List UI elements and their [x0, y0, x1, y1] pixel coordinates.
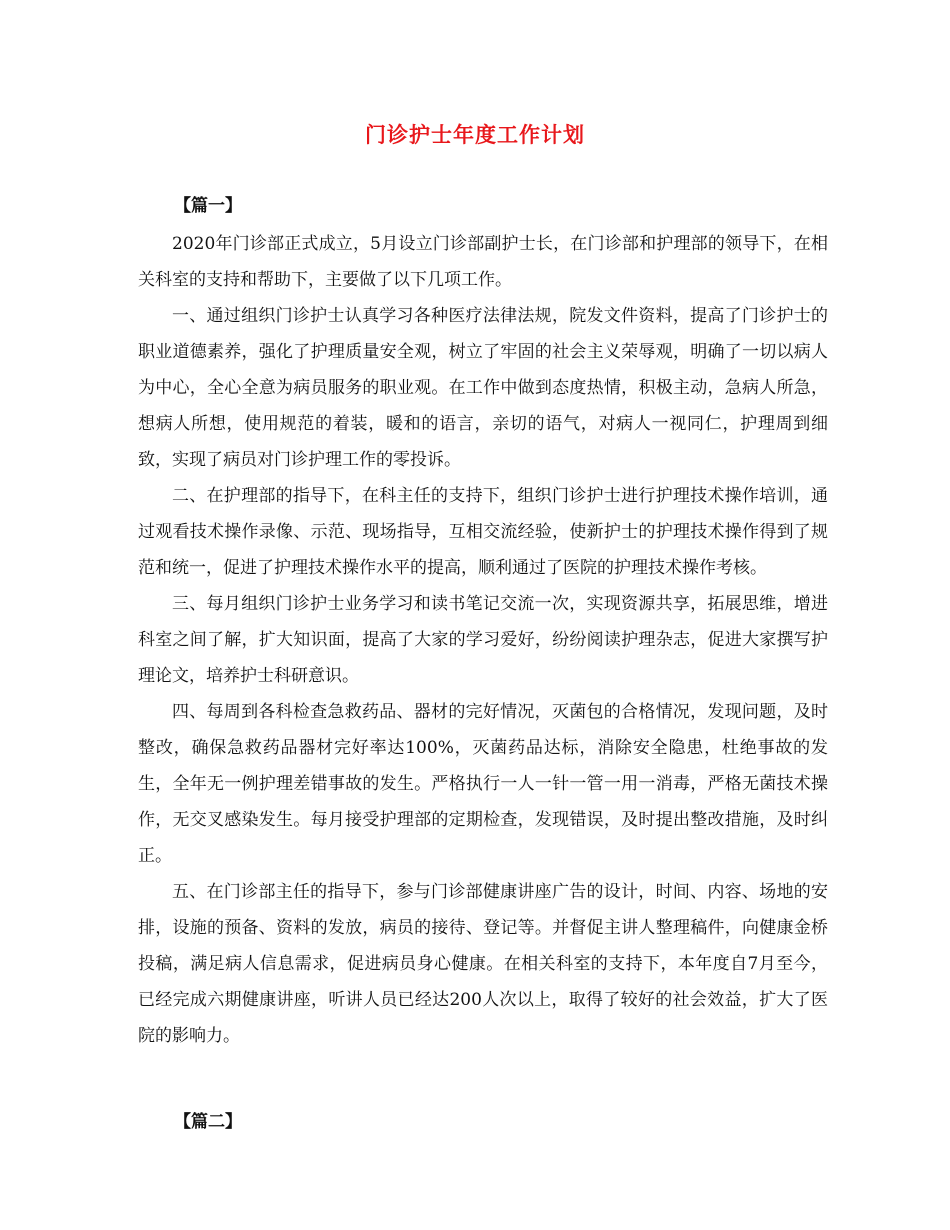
- paragraph-item-two: 二、在护理部的指导下，在科主任的支持下，组织门诊护士进行护理技术操作培训，通过观看技术操作录像、示范、现场指导，互相交流经验，使新护士的护理技术操作得到了规范和统一，促进了护理技术操作水平的提高，顺利通过了医院的护理技术操作考核。: [138, 486, 828, 578]
- paragraph-item-four: 四、每周到各科检查急救药品、器材的完好情况，灭菌包的合格情况，发现问题，及时整改，确保急救药品器材完好率达100%，灭菌药品达标，消除安全隐患，杜绝事故的发生，全年无一例护理差错事故的发生。严格执行一人一针一管一用一消毒，严格无菌技术操作，无交叉感染发生。每月接受护理部的定期检查，发现错误，及时提出整改措施，及时纠正。: [138, 702, 828, 866]
- section-label-part-two: 【篇二】: [174, 1112, 242, 1132]
- paragraph-item-one: 一、通过组织门诊护士认真学习各种医疗法律法规，院发文件资料，提高了门诊护士的职业道德素养，强化了护理质量安全观，树立了牢固的社会主义荣辱观，明确了一切以病人为中心，全心全意为病员服务的职业观。在工作中做到态度热情，积极主动，急病人所急，想病人所想，使用规范的着装，暖和的语言，亲切的语气，对病人一视同仁，护理周到细致，实现了病员对门诊护理工作的零投诉。: [138, 306, 828, 470]
- paragraph-item-five: 五、在门诊部主任的指导下，参与门诊部健康讲座广告的设计，时间、内容、场地的安排，设施的预备、资料的发放，病员的接待、登记等。并督促主讲人整理稿件，向健康金桥投稿，满足病人信息需求，促进病员身心健康。在相关科室的支持下，本年度自7月至今，已经完成六期健康讲座，听讲人员已经达200人次以上，取得了较好的社会效益，扩大了医院的影响力。: [138, 882, 828, 1046]
- document-title: 门诊护士年度工作计划: [365, 122, 585, 147]
- paragraph-item-three: 三、每月组织门诊护士业务学习和读书笔记交流一次，实现资源共享，拓展思维，增进科室之间了解，扩大知识面，提高了大家的学习爱好，纷纷阅读护理杂志，促进大家撰写护理论文，培养护士科研意识。: [138, 594, 828, 686]
- section-label-part-one: 【篇一】: [174, 196, 242, 216]
- section-one-body: [138, 226, 828, 1054]
- paragraph-intro: 2020年门诊部正式成立，5月设立门诊部副护士长，在门诊部和护理部的领导下，在相关科室的支持和帮助下，主要做了以下几项工作。: [138, 234, 828, 290]
